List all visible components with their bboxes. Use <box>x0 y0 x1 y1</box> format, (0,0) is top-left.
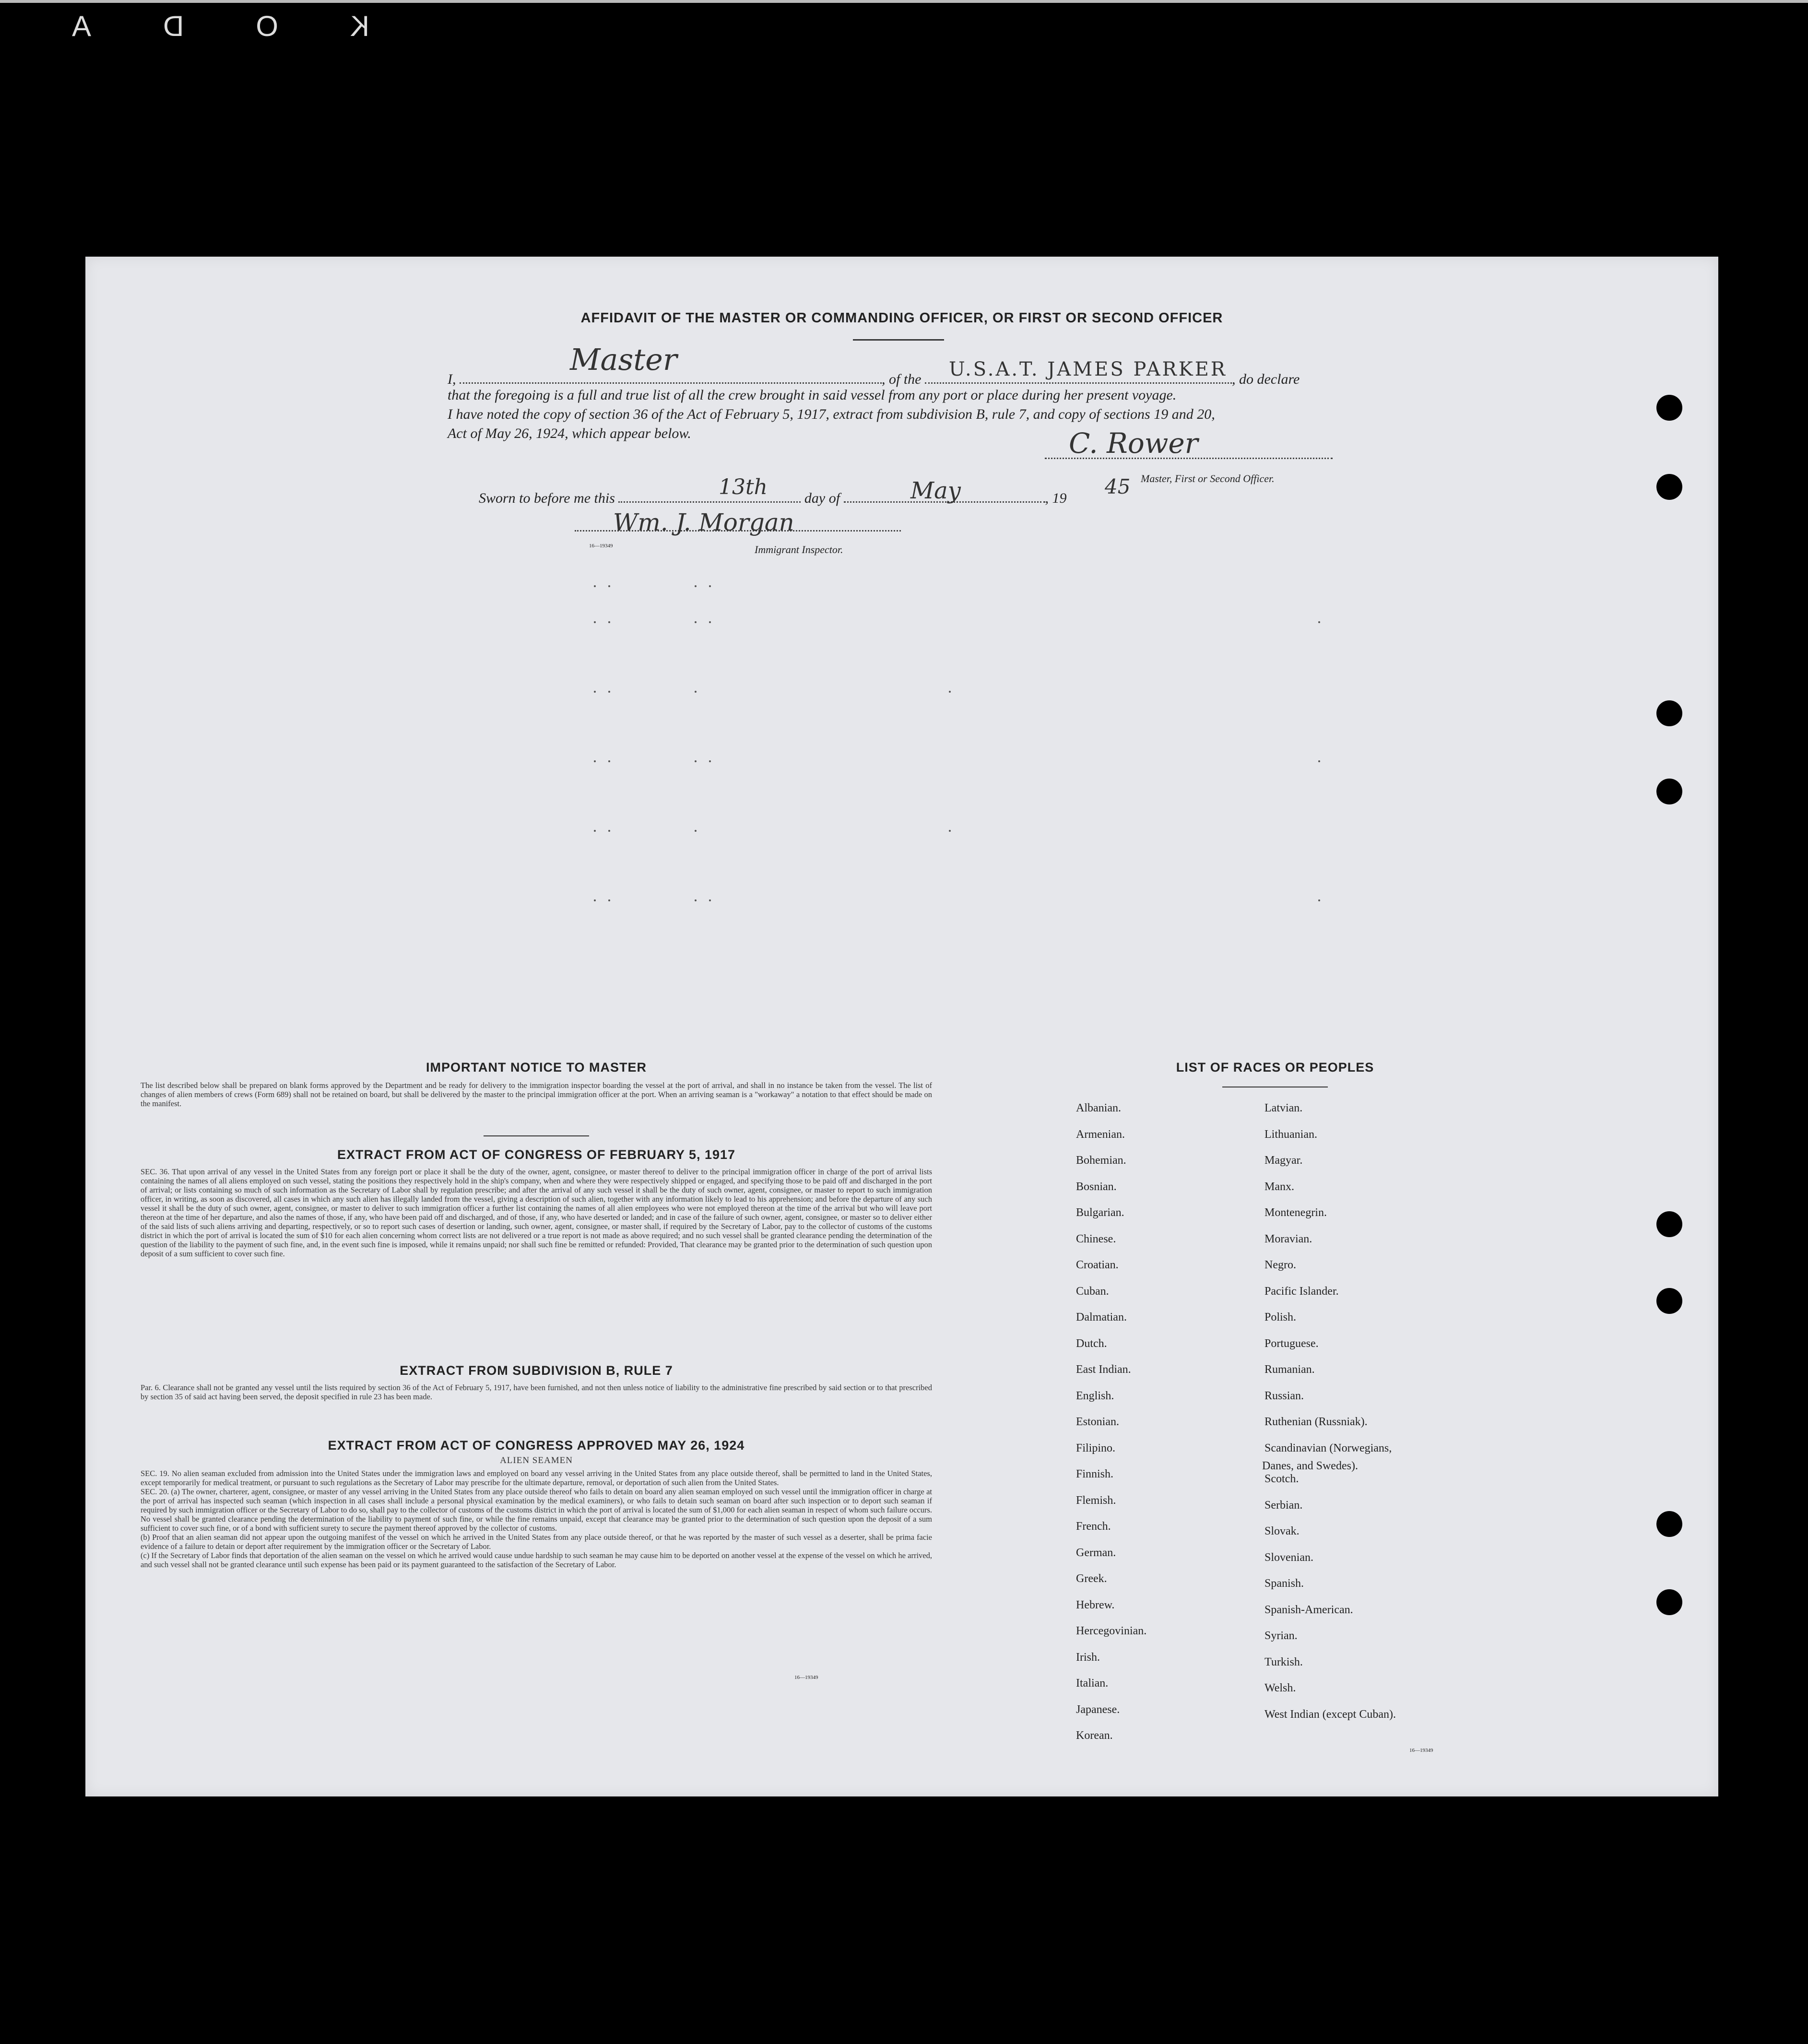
races-title: LIST OF RACES OR PEOPLES <box>1176 1060 1374 1075</box>
inspector-signature: Wm. J. Morgan <box>613 508 794 536</box>
line1-suffix: , do declare <box>1232 371 1300 387</box>
bleed-dot <box>608 691 610 693</box>
punch-hole <box>1656 779 1682 804</box>
race-item: Dalmatian. <box>1076 1311 1127 1323</box>
form-number: 16—19349 <box>589 543 613 549</box>
bleed-dot <box>594 691 596 693</box>
extract-1924-sec19: SEC. 19. No alien seaman excluded from admission into the United States under the immigration laws and employed on board any vessel arriving in the United States from any place outside thereof, shall be permitted to land in the United States, except temporarily for medical treatment, or pursuant to such regulations as the Secretary of Labor may prescribe for the ultimate departure, removal, or deportation of such alien from the United States. <box>141 1469 932 1487</box>
race-item: Irish. <box>1076 1651 1100 1664</box>
bleed-dot <box>1318 899 1320 901</box>
notice-text: The list described below shall be prepared on blank forms approved by the Department and be ready for delivery to the immigration inspector boarding the vessel at the port of arrival, and shall in no instance be taken from the vessel. The list of changes of alien members of crews (Form 689) shall not be retained on board, but shall be delivered by the master to the principal immigration officer at the port. When an arriving seaman is a "workaway" a notation to that effect should be made on the manifest. <box>141 1081 932 1108</box>
bleed-dot <box>709 760 711 762</box>
punch-hole <box>1656 1511 1682 1537</box>
handwritten-month: May <box>910 477 961 504</box>
extract-form-number: 16—19349 <box>794 1675 818 1680</box>
handwritten-master: Master <box>570 342 677 377</box>
race-item: Syrian. <box>1264 1630 1298 1642</box>
race-item: French. <box>1076 1520 1111 1533</box>
race-item: Cuban. <box>1076 1285 1109 1298</box>
extract-1924-section <box>141 1438 932 1569</box>
film-label: KODA <box>0 10 370 42</box>
day-blank <box>618 487 801 503</box>
race-item: Portuguese. <box>1264 1337 1319 1350</box>
races-section <box>1131 1060 1419 1075</box>
bleed-dot <box>709 621 711 623</box>
inspector-caption: Immigrant Inspector. <box>755 543 843 555</box>
race-scandinavian-cont: Danes, and Swedes). <box>1262 1460 1358 1472</box>
bleed-dot <box>695 691 697 693</box>
extract-1917-section <box>141 1147 932 1258</box>
race-item: Croatian. <box>1076 1259 1119 1271</box>
race-item: Welsh. <box>1264 1682 1296 1694</box>
race-item: Manx. <box>1264 1181 1294 1193</box>
bleed-dot <box>608 585 610 587</box>
line1-prefix: I, <box>448 371 456 387</box>
race-item: Lithuanian. <box>1264 1128 1317 1141</box>
extract-1924-sec20b: (b) Proof that an alien seaman did not appear upon the outgoing manifest of the vessel on which he arrived in the United States from any place outside thereof, or that he was reported by the master of such vessel as a deserter, shall be prima facie evidence of a failure to detain or deport after requirement by the immigration officer or the Secretary of Labor. <box>141 1533 932 1551</box>
race-item: Bohemian. <box>1076 1154 1126 1167</box>
bleed-dot <box>695 830 697 832</box>
handwritten-year: 45 <box>1105 475 1131 498</box>
officer-caption: Master, First or Second Officer. <box>1141 473 1275 484</box>
race-item: Rumanian. <box>1264 1363 1315 1376</box>
bleed-dot <box>594 585 596 587</box>
bleed-dot <box>949 830 951 832</box>
punch-hole <box>1656 474 1682 500</box>
race-item: Ruthenian (Russniak). <box>1264 1416 1368 1428</box>
race-item: Spanish. <box>1264 1577 1304 1590</box>
bleed-dot <box>695 585 697 587</box>
extract-1924-title: EXTRACT FROM ACT OF CONGRESS APPROVED MAY 26, 1924 <box>328 1438 745 1453</box>
notice-title: IMPORTANT NOTICE TO MASTER <box>426 1060 647 1075</box>
race-item: West Indian (except Cuban). <box>1264 1708 1396 1721</box>
bleed-dot <box>608 760 610 762</box>
handwritten-vessel: U.S.A.T. JAMES PARKER <box>949 358 1227 380</box>
race-item: Hercegovinian. <box>1076 1625 1147 1637</box>
punch-hole <box>1656 700 1682 726</box>
race-item: Montenegrin. <box>1264 1206 1327 1219</box>
race-item: Magyar. <box>1264 1154 1303 1167</box>
bleed-dot <box>695 760 697 762</box>
race-item: Hebrew. <box>1076 1599 1115 1611</box>
bleed-dot <box>695 621 697 623</box>
race-item: Italian. <box>1076 1677 1109 1690</box>
bleed-dot <box>608 899 610 901</box>
bleed-dot <box>594 760 596 762</box>
punch-hole <box>1656 1211 1682 1237</box>
sworn-year-prefix: , 19 <box>1045 490 1067 506</box>
sworn-prefix: Sworn to before me this <box>479 490 615 506</box>
title-rule <box>853 339 944 341</box>
race-item: Chinese. <box>1076 1233 1116 1245</box>
race-item: Armenian. <box>1076 1128 1125 1141</box>
affidavit-line-4: Act of May 26, 1924, which appear below. <box>448 425 691 441</box>
bleed-dot <box>608 830 610 832</box>
punch-hole <box>1656 1589 1682 1615</box>
bleed-dot <box>594 621 596 623</box>
race-item: Negro. <box>1264 1259 1296 1271</box>
race-item: Spanish-American. <box>1264 1604 1353 1616</box>
officer-signature: C. Rower <box>1069 427 1198 460</box>
bleed-dot <box>949 691 951 693</box>
race-item: Filipino. <box>1076 1442 1116 1454</box>
document-sheet <box>85 257 1718 1796</box>
bleed-dot <box>594 899 596 901</box>
race-item: Korean. <box>1076 1729 1113 1742</box>
bleed-dot <box>709 585 711 587</box>
extract-1917-text: SEC. 36. That upon arrival of any vessel in the United States from any foreign port or place it shall be the duty of the owner, agent, consignee, or master thereof to deliver to the principal immigration officer in charge of the port of arrival lists containing the names of all aliens employed on such vessel, stating the positions they respectively hold in the ship's company, when and where they were respectively shipped or engaged, and specifying those to be paid off and discharged in the port of arrival; or lists containing so much of such information as the Secretary of Labor shall by regulation prescribe; and after the arrival of any such vessel it shall be the duty of such owner, agent, consignee, or master to report to such immigration officer, in writing, as soon as discovered, all cases in which any such alien has illegally landed from the vessel, giving a description of such alien, together with any information likely to lead to his apprehension; and before the departure of any such vessel it shall be the duty of such owner, agent, consignee, or master to deliver to such immigration officer a further list containing the names of all alien employees who were not employed thereon at the time of the arrival but who will leave port thereon at the time of her departure, and also the names of those, if any, who have been paid off and discharged, and of those, if any, who have deserted or landed; and in case of the failure of such owner, agent, consignee, or master so to deliver either of the said lists of such aliens arriving and departing, respectively, or so to report such cases of desertion or landing, such owner, agent, consignee, or master shall, if required by the Secretary of Labor, pay to the collector of customs of the customs district in which the port of arrival is located the sum of $10 for each alien concerning whom correct lists are not delivered or a true report is not made as above required; and no such vessel shall be granted clearance pending the determination of the question of the liability to the payment of such fine, and, in the event such fine is imposed, while it remains unpaid; nor shall such fine be remitted or refunded: Provided, That clearance may be granted prior to the determination of such question upon deposit of a sum sufficient to cover such fine. <box>141 1167 932 1258</box>
notice-rule <box>484 1135 589 1136</box>
race-item: Scandinavian (Norwegians, <box>1264 1442 1392 1454</box>
race-item: Flemish. <box>1076 1494 1116 1507</box>
race-item: Slovak. <box>1264 1525 1300 1537</box>
bleed-dot <box>608 621 610 623</box>
race-item: Japanese. <box>1076 1703 1120 1716</box>
sworn-line <box>479 487 1067 507</box>
race-item: German. <box>1076 1547 1116 1559</box>
affidavit-line-3: I have noted the copy of section 36 of the Act of February 5, 1917, extract from subdivision B, rule 7, and copy of sections 19 and 20, <box>448 406 1215 422</box>
bleed-dot <box>594 830 596 832</box>
race-item: Slovenian. <box>1264 1551 1313 1564</box>
race-item: Pacific Islander. <box>1264 1285 1339 1298</box>
extract-rule7-title: EXTRACT FROM SUBDIVISION B, RULE 7 <box>400 1363 673 1378</box>
bleed-dot <box>695 899 697 901</box>
race-item: Estonian. <box>1076 1416 1119 1428</box>
notice-section <box>141 1060 932 1108</box>
extract-1917-title: EXTRACT FROM ACT OF CONGRESS OF FEBRUARY 5, 1917 <box>337 1147 736 1162</box>
line1-mid: , of the <box>882 371 922 387</box>
race-item: Polish. <box>1264 1311 1297 1323</box>
race-item: Greek. <box>1076 1572 1107 1585</box>
sworn-mid: day of <box>804 490 840 506</box>
extract-rule7-text: Par. 6. Clearance shall not be granted any vessel until the lists required by section 36 of the Act of February 5, 1917, have been furnished, and not then unless notice of liability to the administrative fine prescribed by said section or to that prescribed by section 35 of said act having been served, the deposit specified in rule 23 has been made. <box>141 1383 932 1401</box>
race-item: Dutch. <box>1076 1337 1107 1350</box>
race-item: Serbian. <box>1264 1499 1303 1512</box>
extract-rule7-section <box>141 1363 932 1401</box>
race-item: Russian. <box>1264 1390 1304 1402</box>
bleed-dot <box>1318 760 1320 762</box>
race-item: Scotch. <box>1264 1473 1299 1485</box>
race-item: English. <box>1076 1390 1114 1402</box>
handwritten-day: 13th <box>719 475 768 499</box>
extract-1924-sec20c: (c) If the Secretary of Labor finds that deportation of the alien seaman on the vessel on which he arrived would cause undue hardship to such seaman he may cause him to be deported on another vessel at the expense of the vessel on which he arrived, and such vessel shall not be granted clearance until such expense has been paid or its payment guaranteed to the satisfaction of the Secretary of Labor. <box>141 1551 932 1569</box>
bleed-dot <box>1318 621 1320 623</box>
races-form-number: 16—19349 <box>1409 1748 1433 1753</box>
race-item: Latvian. <box>1264 1102 1303 1114</box>
race-item: Bosnian. <box>1076 1181 1117 1193</box>
extract-1924-subtitle: ALIEN SEAMEN <box>500 1455 573 1465</box>
race-item: Finnish. <box>1076 1468 1114 1480</box>
affidavit-line-2: that the foregoing is a full and true list of all the crew brought in said vessel from any port or place during her present voyage. <box>448 387 1177 403</box>
affidavit-title: AFFIDAVIT OF THE MASTER OR COMMANDING OFFICER, OR FIRST OR SECOND OFFICER <box>580 310 1223 326</box>
bleed-dot <box>709 899 711 901</box>
punch-hole <box>1656 395 1682 421</box>
race-item: Bulgarian. <box>1076 1206 1124 1219</box>
race-item: Albanian. <box>1076 1102 1121 1114</box>
race-item: Moravian. <box>1264 1233 1312 1245</box>
extract-1924-sec20a: SEC. 20. (a) The owner, charterer, agent, consignee, or master of any vessel arriving in the United States from any place outside thereof who fails to detain on board any alien seaman employed on such vessel until the immigration officer in charge at the port of arrival has inspected such seaman (which inspection in all cases shall include a personal physical examination by the medical examiners), or who fails to detain such seaman on board after such inspection or to deport such seaman if required by such immigration officer or the Secretary of Labor to do so, shall pay to the collector of customs of the customs district in which the port of arrival is located the sum of $1,000 for each alien seaman in respect of whom such failure occurs. No vessel shall be granted clearance pending the determination of the liability to payment of such fine, or while the fine remains unpaid, except that clearance may be granted prior to the determination of such question upon the deposit of a sum sufficient to cover such fine, or of a bond with sufficient surety to secure the payment thereof approved by the collector of customs. <box>141 1487 932 1533</box>
punch-hole <box>1656 1288 1682 1314</box>
race-item: East Indian. <box>1076 1363 1131 1376</box>
race-item: Turkish. <box>1264 1656 1303 1668</box>
